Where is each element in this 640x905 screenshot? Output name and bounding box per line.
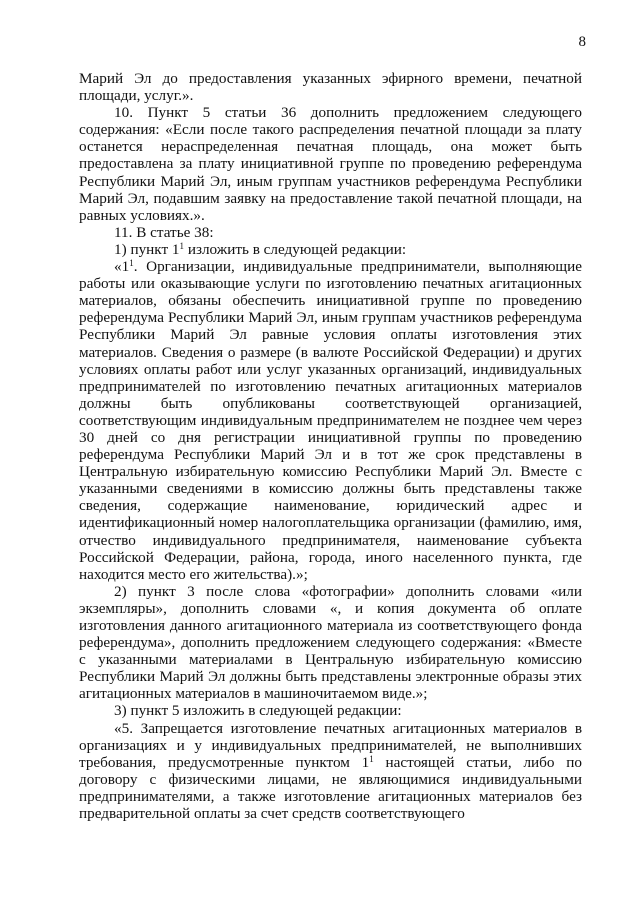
paragraph-continuation: Марий Эл до предоставления указанных эфирного времени, печатной площади, услуг.». <box>79 70 582 105</box>
superscript: 1 <box>129 258 134 269</box>
paragraph-subitem-1 <box>79 241 582 258</box>
document-body <box>79 70 582 822</box>
paragraph-item-10: 10. Пункт 5 статьи 36 дополнить предложением следующего содержания: «Если после такого распределения печатной площади за плату останется нераспределенная печатная площадь, она может быть предоставлена за плату инициативной группе по проведению референдума Республики Марий Эл, иным группам участников референдума Республики Марий Эл, подавшим заявку на предоставление такой печатной площади, на равных условиях.». <box>79 104 582 224</box>
text-segment: «1 <box>114 258 130 276</box>
paragraph-subitem-3: 3) пункт 5 изложить в следующей редакции: <box>114 702 402 720</box>
text-segment: . Организации, индивидуальные предприниматели, выполняющие работы или оказывающие услуги по изготовлению печатных агитационных материалов, обязаны обеспечить инициативной группе по проведению референдума Республики Марий Эл, иным группам участников референдума Республики Марий Эл равные условия оплаты изготовления этих материалов. Сведения о размере (в валюте Российской Федерации) и других условиях оплаты работ или услуг указанных организаций, индивидуальных предпринимателей по изготовлению печатных агитационных материалов должны быть опубликованы соответствующей организацией, соответствующим индивидуальным предпринимателем не позднее чем через 30 дней со дня регистрации инициативной группы по проведению референдума Республики Марий Эл и в тот же срок представлены в Центральную избирательную комиссию Республики Марий Эл. Вместе с указанными сведениями в комиссию должны быть представлены также сведения, содержащие наименование, юридический адрес и идентификационный номер налогоплательщика организации (фамилию, имя, отчество индивидуального предпринимателя, наименование субъекта Российской Федерации, района, города, иного населенного пункта, где находится место его жительства).»; <box>79 258 582 583</box>
paragraph-subitem-2: 2) пункт 3 после слова «фотографии» дополнить словами «или экземпляры», дополнить словами «, и копия документа об оплате изготовления данного агитационного материала из соответствующего фонда референдума», дополнить предложением следующего содержания: «Вместе с указанными материалами в Центральную избирательную комиссию Республики Марий Эл должны быть представлены электронные образы этих агитационных материалов в машиночитаемом виде.»; <box>79 582 582 703</box>
paragraph-quoted-point-5 <box>79 720 582 823</box>
page-number: 8 <box>578 34 586 50</box>
text-segment: изложить в следующей редакции: <box>184 240 407 258</box>
text-segment: настоящей статьи, либо по договору с физическими лицами, не являющимися индивидуальными предпринимателями, а также изготовление агитационных материалов без предварительной оплаты за счет средств соответствующего <box>79 753 582 823</box>
superscript: 1 <box>179 240 185 251</box>
paragraph-item-11: 11. В статье 38: <box>114 223 214 241</box>
paragraph-quoted-point-1-1 <box>79 258 582 583</box>
superscript: 1 <box>369 753 374 764</box>
text-segment: «5. Запрещается изготовление печатных агитационных материалов в организациях и у индивидуальных предпринимателей, не выполнивших требования, предусмотренные пунктом 1 <box>79 719 582 771</box>
text-segment: 1) пункт 1 <box>114 240 180 258</box>
